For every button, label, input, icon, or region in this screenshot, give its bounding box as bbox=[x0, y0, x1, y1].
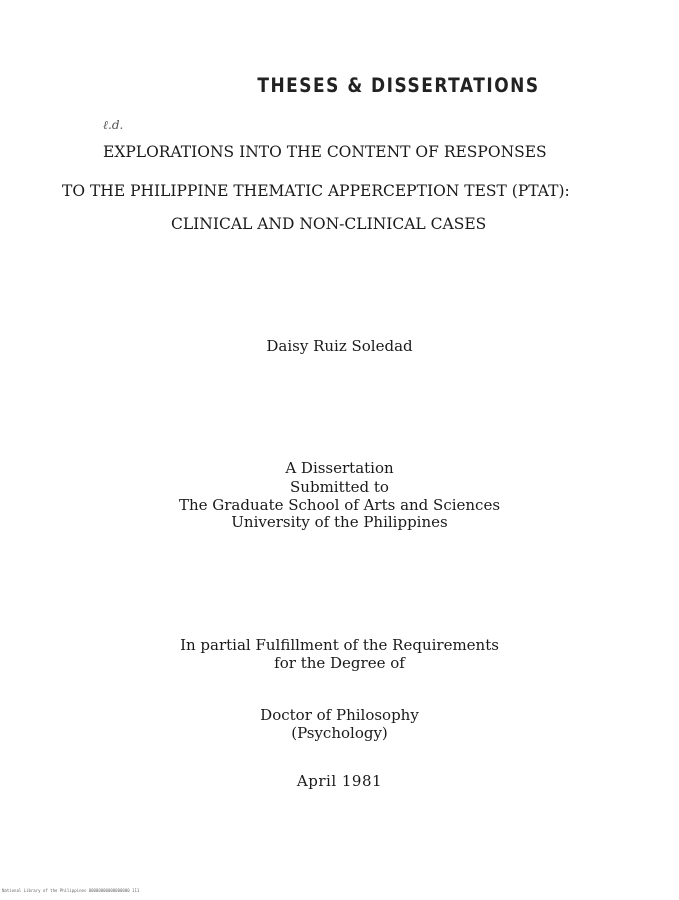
submission-line-3: The Graduate School of Arts and Sciences bbox=[178, 496, 501, 514]
degree-line-2: (Psychology) bbox=[291, 724, 388, 742]
library-stamp: THESES & DISSERTATIONS bbox=[257, 74, 540, 98]
title-line-2: TO THE PHILIPPINE THEMATIC APPERCEPTION TEST (PTAT): bbox=[62, 182, 570, 200]
scan-footer: National Library of the Philippines 00000000000000000 111 bbox=[2, 888, 140, 893]
handwritten-mark: ℓ.d. bbox=[103, 118, 124, 132]
title-line-3: CLINICAL AND NON-CLINICAL CASES bbox=[171, 215, 487, 233]
title-line-1: EXPLORATIONS INTO THE CONTENT OF RESPONSES bbox=[103, 143, 547, 161]
fulfillment-line-2: for the Degree of bbox=[274, 654, 405, 672]
author-name: Daisy Ruiz Soledad bbox=[266, 337, 413, 355]
submission-date: April 1981 bbox=[296, 772, 383, 790]
submission-line-2: Submitted to bbox=[290, 478, 389, 496]
submission-line-1: A Dissertation bbox=[285, 459, 394, 477]
fulfillment-line-1: In partial Fulfillment of the Requirements bbox=[180, 636, 499, 654]
submission-line-4: University of the Philippines bbox=[231, 513, 448, 531]
degree-line-1: Doctor of Philosophy bbox=[260, 706, 419, 724]
